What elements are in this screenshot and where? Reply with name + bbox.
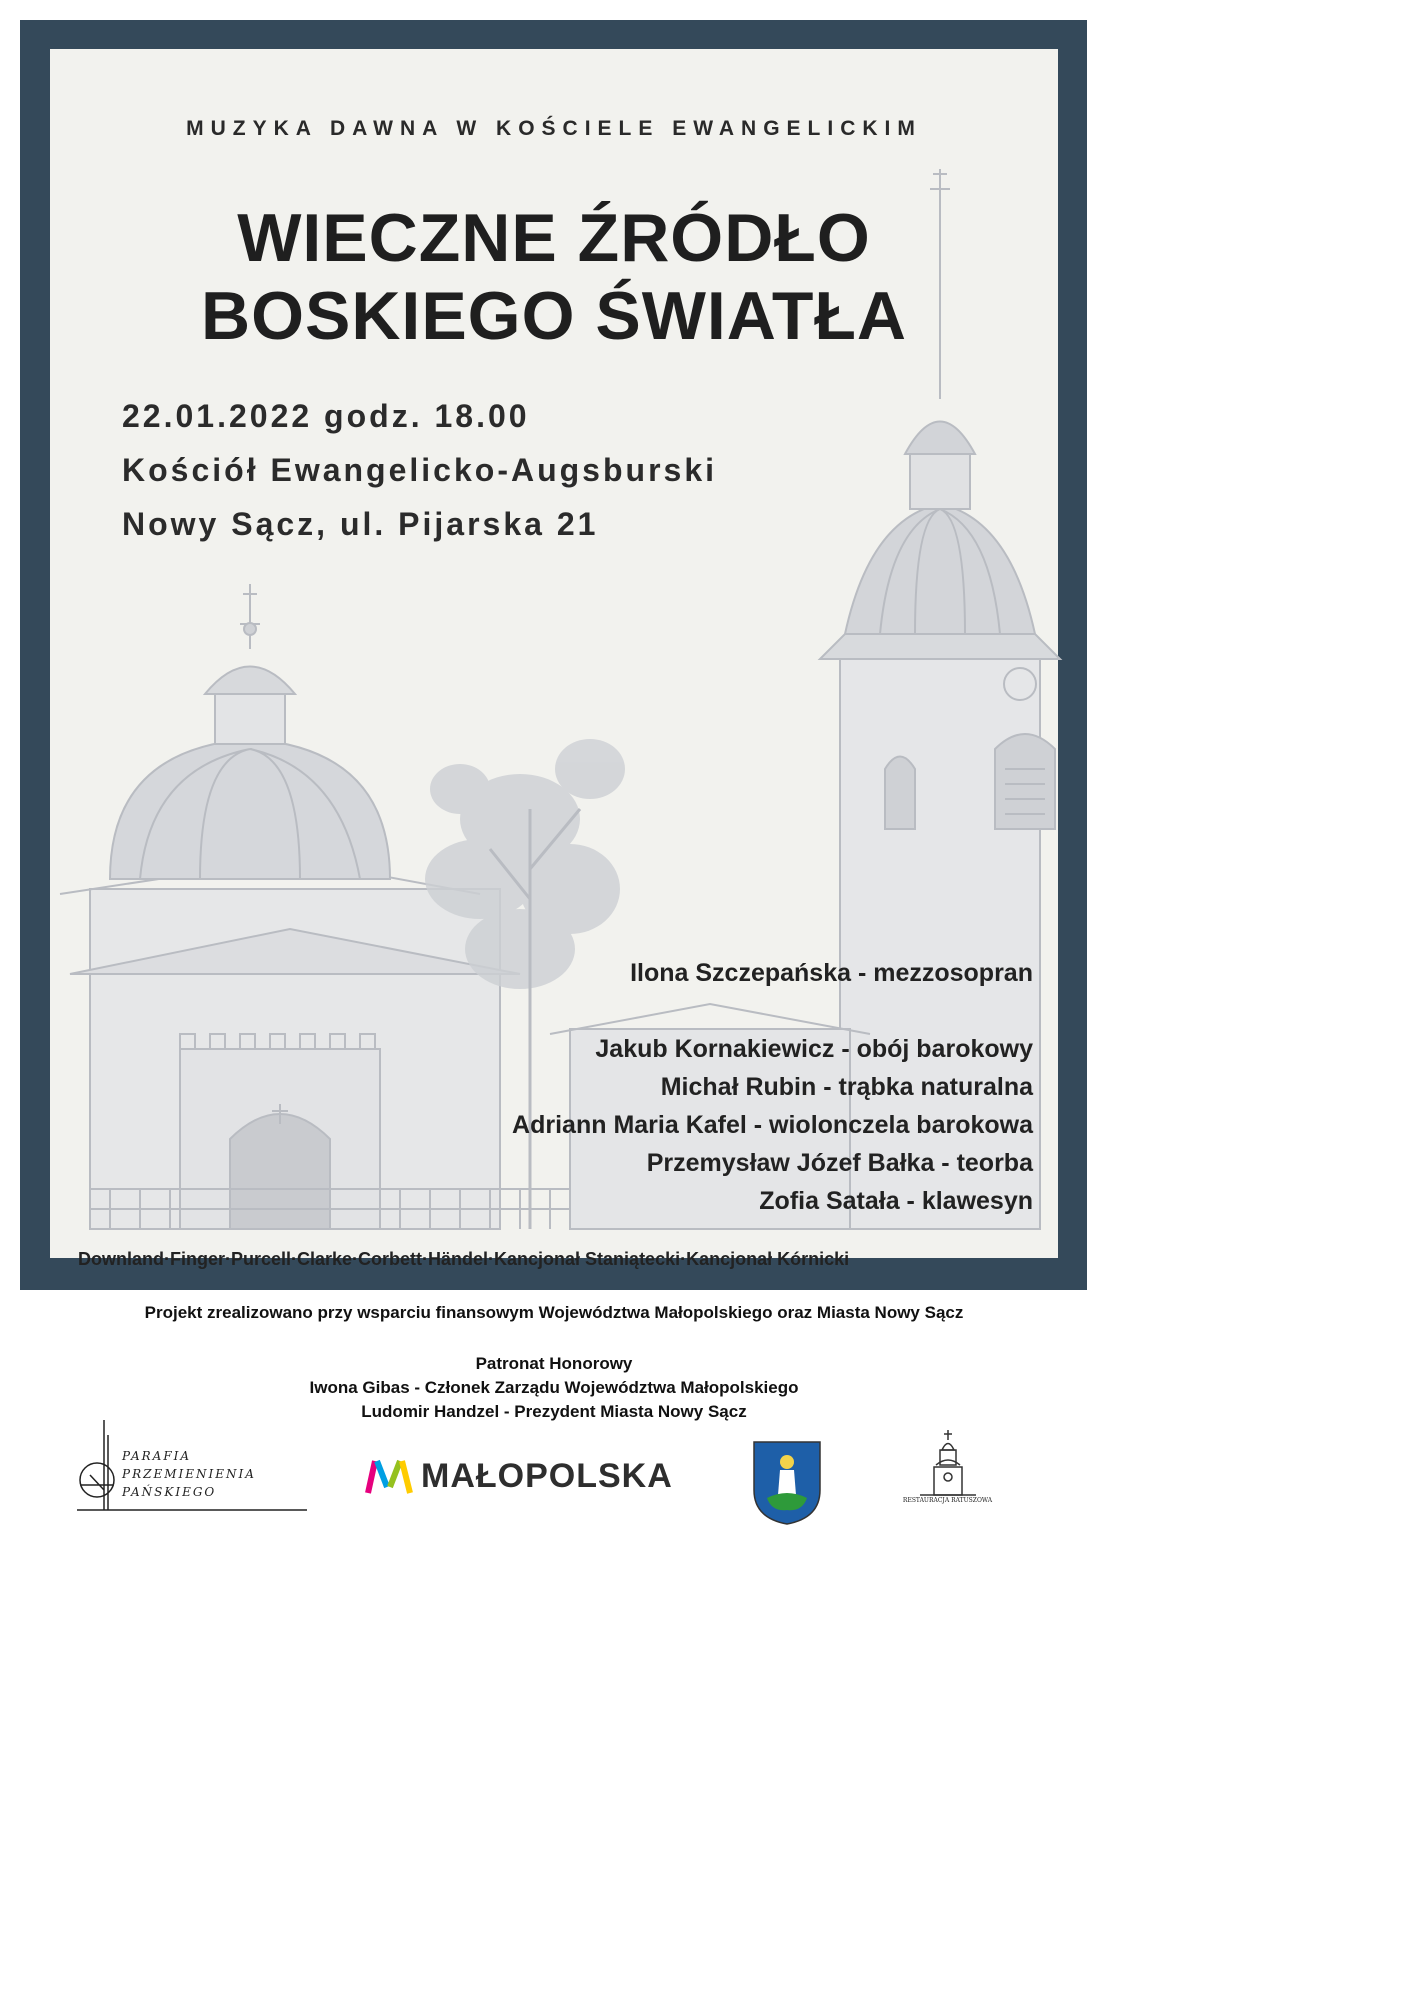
malopolska-m-icon [365,1457,415,1497]
malopolska-wordmark: MAŁOPOLSKA [421,1457,673,1495]
performer-item: Jakub Kornakiewicz - obój barokowy [595,1035,1033,1063]
performers-list [512,954,1033,1220]
patron-line: Ludomir Handzel - Prezydent Miasta Nowy Sącz [361,1402,747,1421]
nowy-sacz-crest-icon [752,1440,822,1525]
title-line-1: WIECZNE ŹRÓDŁO [237,200,871,276]
poster-panel [50,49,1058,1269]
parafia-line: PARAFIA [122,1449,192,1463]
funding-note: Projekt zrealizowano przy wsparciu finansowym Województwa Małopolskiego oraz Miasta Nowy Sącz [144,1303,964,1322]
title-line-2: BOSKIEGO ŚWIATŁA [200,278,908,354]
performer-item: Michał Rubin - trąbka naturalna [660,1073,1033,1101]
parafia-logo [72,1415,312,1515]
parafia-line: PAŃSKIEGO [122,1485,217,1499]
performers-spacer [512,992,1033,1030]
poster-frame [20,20,1087,1290]
ratusz-name: RESTAURACJA RATUSZOWA [902,1497,993,1504]
parafia-line: PRZEMIENIENIA [122,1467,256,1481]
patronage-heading: Patronat Honorowy [475,1354,633,1373]
parafia-name [122,1447,256,1501]
composers-list: Downland·Finger·Purcell·Clarke·Corbett·Händel·Kancjonał Staniątecki·Kancjonał Kórnicki [78,1249,850,1269]
event-venue: Kościół Ewangelicko-Augsburski [122,452,717,488]
concert-title [50,199,1058,355]
town-hall-tower-icon [900,1425,1000,1500]
sponsor-logos [0,1415,1108,1525]
performer-item: Ilona Szczepańska - mezzosopran [630,959,1033,987]
performer-item: Przemysław Józef Bałka - teorba [646,1149,1033,1177]
performer-item: Zofia Satała - klawesyn [759,1187,1033,1215]
event-info [122,389,717,551]
honorary-patronage [0,1352,1108,1424]
patron-line: Iwona Gibas - Członek Zarządu Województwa Małopolskiego [309,1378,799,1397]
event-date-time: 22.01.2022 godz. 18.00 [122,398,530,434]
event-address: Nowy Sącz, ul. Pijarska 21 [122,506,599,542]
malopolska-logo [365,1457,673,1507]
restauracja-ratuszowa-logo [900,1425,1000,1525]
concert-series-subtitle: MUZYKA DAWNA W KOŚCIELE EWANGELICKIM [186,117,922,140]
performer-item: Adriann Maria Kafel - wiolonczela barokowa [512,1111,1033,1139]
